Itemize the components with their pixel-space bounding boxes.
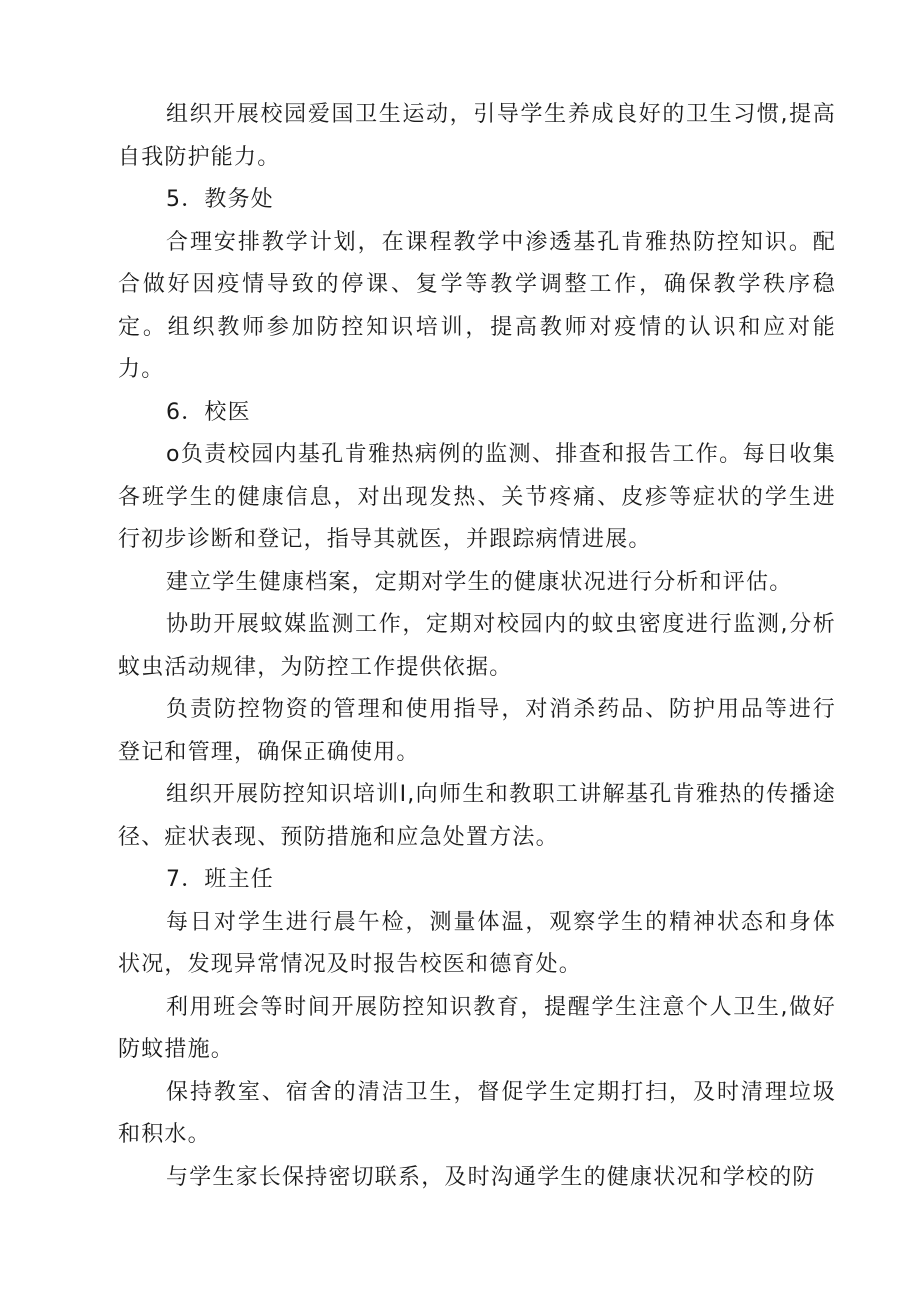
paragraph: 组织开展防控知识培训I,向师生和教职工讲解基孔肯雅热的传播途径、症状表现、预防措施和应急处置方法。 [118, 782, 836, 850]
section-heading-school-doctor: 6．校医 [166, 399, 251, 425]
paragraph: 协助开展蚊媒监测工作，定期对校园内的蚊虫密度进行监测,分析蚊虫活动规律，为防控工作提供依据。 [118, 612, 836, 680]
section-heading-head-teacher: 7．班主任 [166, 867, 274, 892]
paragraph: 建立学生健康档案，定期对学生的健康状况进行分析和评估。 [166, 569, 793, 595]
paragraph: 与学生家长保持密切联系，及时沟通学生的健康状况和学校的防 [166, 1164, 816, 1190]
paragraph: o负责校园内基孔肯雅热病例的监测、排查和报告工作。每日收集各班学生的健康信息，对出现发热、关节疼痛、皮疹等症状的学生进行初步诊断和登记，指导其就医，并跟踪病情进展。 [118, 442, 836, 552]
paragraph: 组织开展校园爱国卫生运动，引导学生养成良好的卫生习惯,提高自我防护能力。 [118, 102, 836, 170]
paragraph: 合理安排教学计划，在课程教学中渗透基孔肯雅热防控知识。配合做好因疫情导致的停课、复学等教学调整工作，确保教学秩序稳定。组织教师参加防控知识培训，提高教师对疫情的认识和应对能力。 [118, 229, 836, 382]
paragraph: 负责防控物资的管理和使用指导，对消杀药品、防护用品等进行登记和管理，确保正确使用。 [118, 697, 836, 765]
paragraph: 利用班会等时间开展防控知识教育，提醒学生注意个人卫生,做好防蚊措施。 [118, 994, 836, 1062]
paragraph: 保持教室、宿舍的清洁卫生，督促学生定期打扫，及时清理垃圾和积水。 [118, 1079, 836, 1147]
document-body [118, 94, 836, 1199]
paragraph: 每日对学生进行晨午检，测量体温，观察学生的精神状态和身体状况，发现异常情况及时报告校医和德育处。 [118, 909, 836, 977]
section-heading-academic-affairs: 5．教务处 [166, 187, 274, 212]
